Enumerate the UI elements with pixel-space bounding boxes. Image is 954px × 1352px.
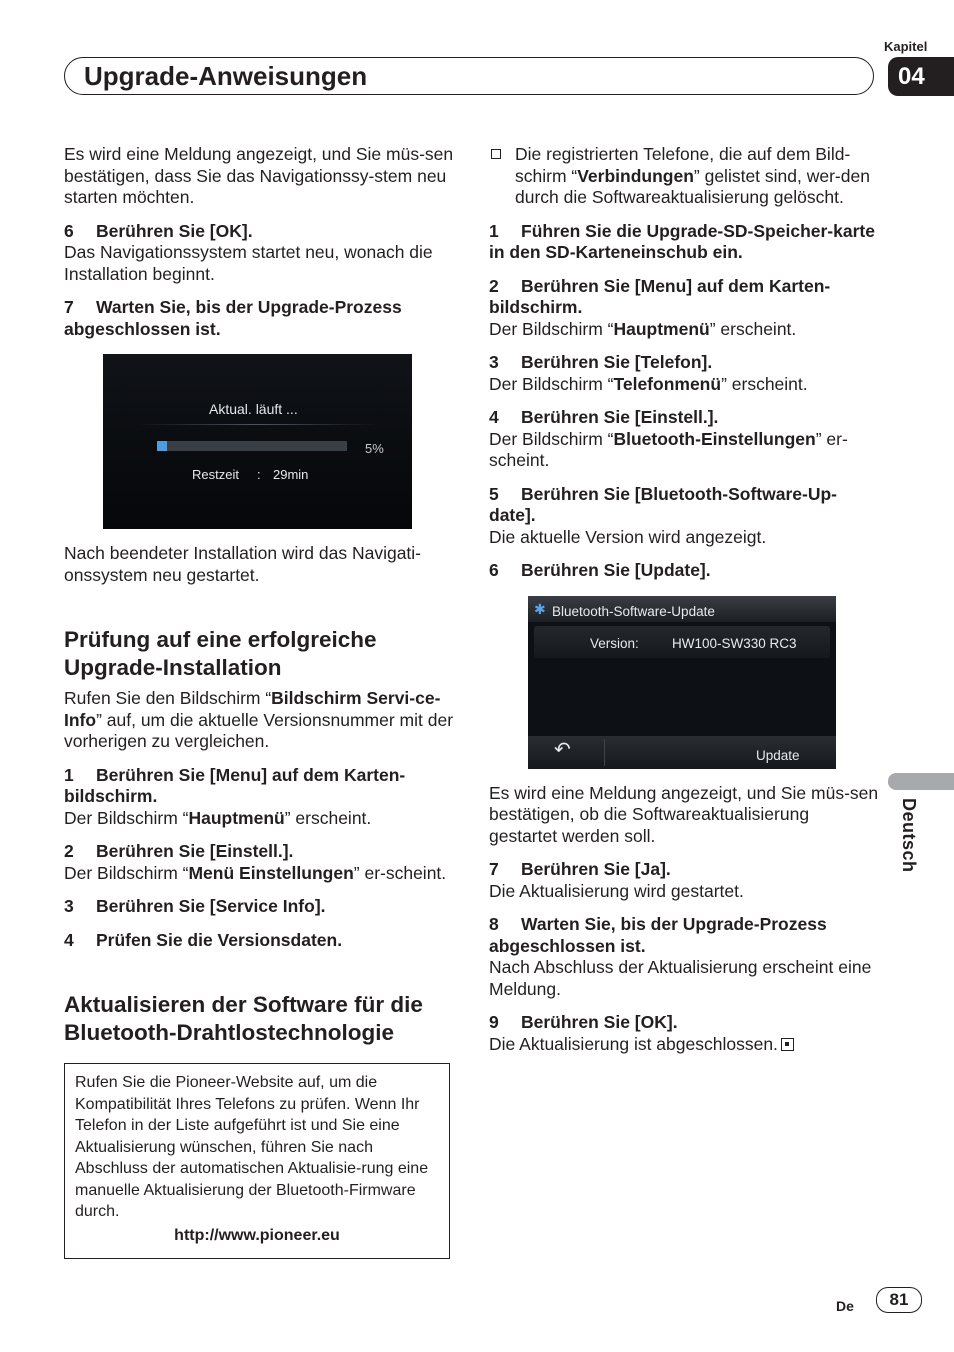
divider: [137, 424, 377, 425]
step-heading: 5 Berühren Sie [Bluetooth-Software-Up-date].: [489, 483, 837, 525]
divider: [604, 739, 605, 766]
step-text: Die Aktualisierung wird gestartet.: [489, 880, 744, 901]
step-text: Der Bildschirm “Menü Einstellungen” er-scheint.: [64, 862, 447, 883]
step-text: Die Aktualisierung ist abgeschlossen.: [489, 1034, 879, 1056]
progress-percent: 5%: [365, 441, 384, 456]
version-value: HW100-SW330 RC3: [672, 635, 797, 651]
note-item: Die registrierten Telefone, die auf dem Bild-schirm “Verbindungen” gelistet sind, wer-den durch die Softwareaktualisierung gelöscht.: [489, 144, 879, 209]
step-heading: 1 Berühren Sie [Menu] auf dem Karten-bildschirm.: [64, 764, 406, 806]
step-text: Das Navigationssystem startet neu, wonach die Installation beginnt.: [64, 242, 433, 284]
language-label: Deutsch: [899, 798, 919, 873]
step-text: Der Bildschirm “Bluetooth-Einstellungen” er-scheint.: [489, 428, 848, 470]
step-heading: 3 Berühren Sie [Service Info].: [64, 896, 326, 916]
step-text: Der Bildschirm “Hauptmenü” erscheint.: [489, 318, 797, 339]
progress-screenshot: [103, 354, 412, 529]
chapter-badge: 04: [888, 57, 954, 96]
remaining-colon: :: [257, 467, 261, 482]
section-heading: Aktualisieren der Software für die Bluetooth-Drahtlostechnologie: [64, 992, 423, 1045]
progress-fill: [157, 441, 167, 451]
back-arrow-icon[interactable]: ↶: [554, 738, 571, 761]
step-heading: 6 Berühren Sie [OK].: [64, 220, 253, 241]
progress-title: Aktual. läuft ...: [209, 401, 298, 417]
step-heading: 3 Berühren Sie [Telefon].: [489, 352, 713, 372]
right-column: [489, 144, 879, 1055]
intro-text: Es wird eine Meldung angezeigt, und Sie müs-sen bestätigen, dass Sie das Navigationssy-stem neu starten möchten.: [64, 144, 454, 207]
progress-bar: [157, 441, 347, 451]
language-tab: [888, 773, 954, 790]
step-text: Die aktuelle Version wird angezeigt.: [489, 526, 767, 547]
step-heading: 7 Warten Sie, bis der Upgrade-Prozess abgeschlossen ist.: [64, 297, 402, 339]
screen-title: Bluetooth-Software-Update: [552, 603, 715, 619]
step-heading: 4 Berühren Sie [Einstell.].: [489, 407, 719, 427]
step-heading: 2 Berühren Sie [Menu] auf dem Karten-bildschirm.: [489, 275, 831, 317]
confirm-text: Es wird eine Meldung angezeigt, und Sie müs-sen bestätigen, ob die Softwareaktualisierung gestartet werden soll.: [489, 782, 879, 846]
footer-language-code: De: [836, 1298, 854, 1314]
step-text: Der Bildschirm “Hauptmenü” erscheint.: [64, 807, 372, 828]
step-heading: 4 Prüfen Sie die Versionsdaten.: [64, 929, 343, 950]
step-text: Der Bildschirm “Telefonmenü” erscheint.: [489, 373, 808, 394]
page-number: 81: [876, 1287, 922, 1313]
step-heading: 8 Warten Sie, bis der Upgrade-Prozess abgeschlossen ist.: [489, 914, 827, 956]
after-install-text: Nach beendeter Installation wird das Navigati-onssystem neu gestartet.: [64, 543, 421, 585]
section-heading: Prüfung auf eine erfolgreiche Upgrade-Installation: [64, 627, 377, 680]
chapter-label: Kapitel: [884, 39, 928, 54]
end-mark-icon: [781, 1038, 794, 1051]
info-box-text: Rufen Sie die Pioneer-Website auf, um die Kompatibilität Ihres Telefons zu prüfen. Wenn Ihr Telefon in der Liste aufgeführt ist und Sie eine Aktualisierung wünschen, führen Sie nach Abschluss der automatischen Aktualisie-rung eine manuelle Aktualisierung der Bluetooth-Firmware durch.: [75, 1074, 429, 1220]
page-title: Upgrade-Anweisungen: [84, 61, 368, 91]
checkbox-icon: [491, 149, 501, 159]
step-heading: 1 Führen Sie die Upgrade-SD-Speicher-karte in den SD-Karteneinschub ein.: [489, 220, 875, 262]
step-text: Nach Abschluss der Aktualisierung erscheint eine Meldung.: [489, 957, 872, 999]
update-button[interactable]: Update: [756, 747, 800, 763]
step-heading: 2 Berühren Sie [Einstell.].: [64, 841, 294, 861]
website-link[interactable]: http://www.pioneer.eu: [174, 1226, 340, 1244]
remaining-label: Restzeit: [192, 467, 239, 482]
step-heading: 7 Berühren Sie [Ja].: [489, 859, 671, 879]
remaining-value: 29min: [273, 467, 309, 482]
info-box: [64, 1063, 450, 1259]
left-column: [64, 144, 454, 1259]
step-heading: 9 Berühren Sie [OK].: [489, 1012, 678, 1032]
version-label: Version:: [590, 635, 639, 651]
section-intro: Rufen Sie den Bildschirm “Bildschirm Servi-ce-Info” auf, um die aktuelle Versionsnummer mit der vorherigen zu vergleichen.: [64, 688, 454, 751]
step-heading: 6 Berühren Sie [Update].: [489, 560, 711, 580]
bluetooth-icon: ✱: [534, 600, 546, 617]
bluetooth-update-screenshot: [528, 596, 836, 769]
